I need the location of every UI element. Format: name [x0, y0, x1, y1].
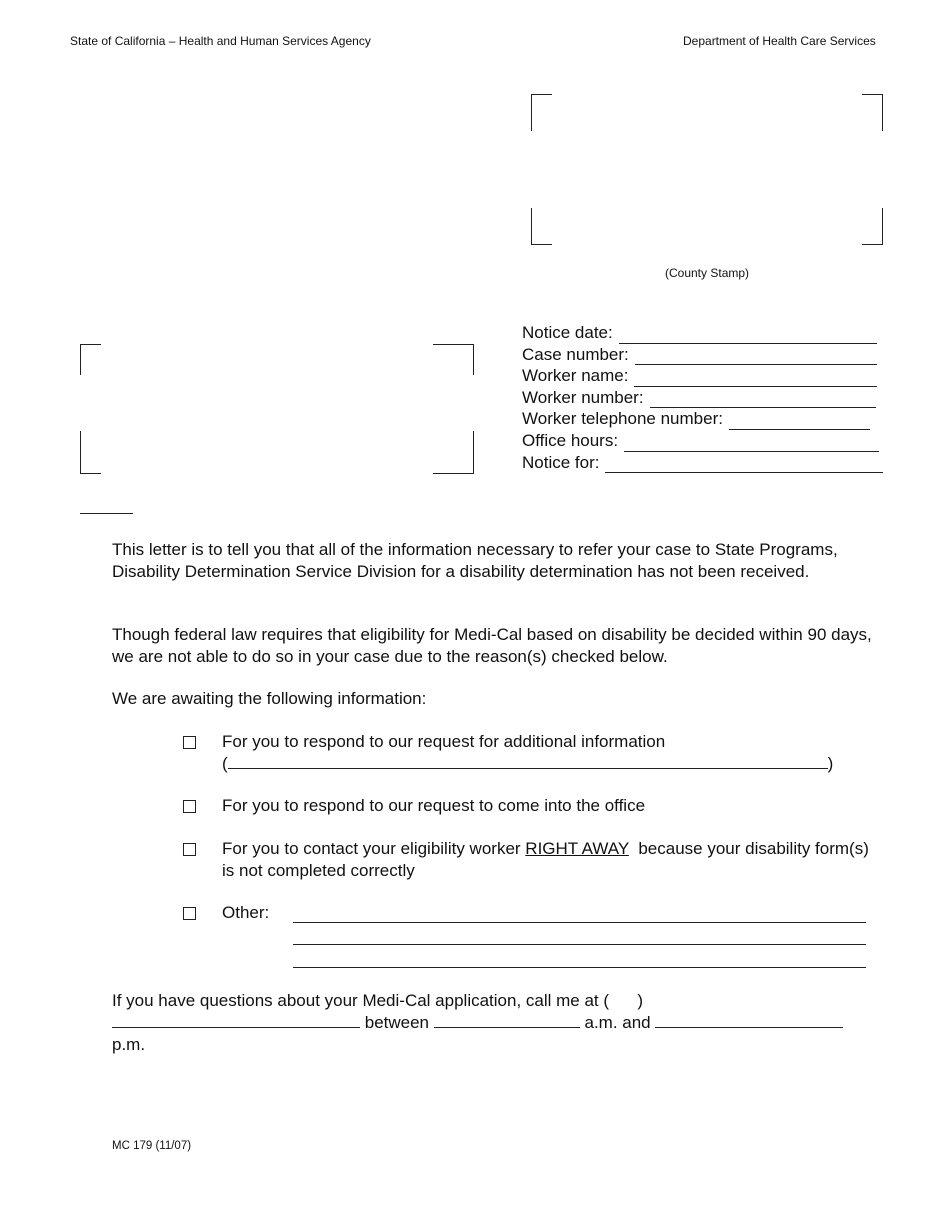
awaiting-paragraph: We are awaiting the following information:: [112, 689, 427, 708]
notice-date-row: [522, 322, 883, 344]
contact-question-line: If you have questions about your Medi-Cal application, call me at ( ): [112, 991, 644, 1010]
other-line-1[interactable]: [293, 922, 866, 923]
other-line-3[interactable]: [293, 967, 866, 968]
worker-name-row: [522, 365, 883, 387]
phone-number-field[interactable]: [112, 1013, 360, 1028]
between-label: between: [364, 1013, 430, 1032]
case-number-label: Case number:: [522, 344, 629, 364]
worker-name-field[interactable]: [634, 371, 877, 387]
notice-date-field[interactable]: [619, 328, 877, 344]
come-into-office-text: For you to respond to our request to come into the office: [222, 796, 646, 815]
open-paren: (: [222, 753, 228, 773]
additional-info-checkbox[interactable]: [183, 736, 196, 749]
divider-rule: [80, 513, 133, 514]
notice-for-field[interactable]: [605, 457, 883, 473]
worker-name-label: Worker name:: [522, 366, 629, 386]
office-hours-row: [522, 430, 883, 452]
other-line-2[interactable]: [293, 944, 866, 945]
am-and-label: a.m. and: [584, 1013, 651, 1032]
office-hours-field[interactable]: [624, 436, 879, 452]
agency-header: State of California – Health and Human Services Agency: [70, 34, 371, 48]
contact-worker-checkbox[interactable]: [183, 843, 196, 856]
checklist-item-other: [183, 902, 269, 924]
end-time-field[interactable]: [655, 1013, 843, 1028]
worker-number-field[interactable]: [650, 392, 876, 408]
notice-for-row: [522, 452, 883, 474]
contact-worker-text: For you to contact your eligibility worker: [222, 839, 526, 858]
notice-date-label: Notice date:: [522, 323, 613, 342]
checklist-item-contact-worker: [183, 838, 882, 881]
notice-info-block: [522, 322, 883, 473]
worker-number-label: Worker number:: [522, 387, 644, 407]
intro-paragraph: This letter is to tell you that all of the information necessary to refer your case to State Programs, Disability Determination Service Division for a disability determination has not been received.: [112, 540, 838, 581]
department-header: Department of Health Care Services: [683, 34, 876, 48]
worker-telephone-field[interactable]: [729, 414, 870, 430]
form-id: MC 179 (11/07): [112, 1140, 192, 1152]
close-paren: ): [827, 753, 834, 773]
case-number-row: [522, 344, 883, 366]
worker-telephone-row: [522, 408, 883, 430]
pm-label: p.m.: [112, 1035, 146, 1054]
office-hours-label: Office hours:: [522, 430, 619, 450]
other-label: Other:: [222, 903, 270, 922]
checklist-item-come-into-office: [183, 795, 882, 817]
federal-law-paragraph: Though federal law requires that eligibility for Medi-Cal based on disability be decided within 90 days, we are not able to do so in your case due to the reason(s) checked below.: [112, 625, 872, 666]
start-time-field[interactable]: [434, 1013, 580, 1028]
other-checkbox[interactable]: [183, 907, 196, 920]
right-away-emphasis: RIGHT AWAY: [525, 839, 629, 858]
case-number-field[interactable]: [635, 349, 877, 365]
worker-telephone-label: Worker telephone number:: [522, 409, 723, 429]
contact-worker-reason: because your disability form(s) is not completed correctly: [222, 839, 874, 880]
additional-info-field[interactable]: [228, 754, 828, 769]
county-stamp-caption: (County Stamp): [665, 266, 750, 280]
worker-number-row: [522, 387, 883, 409]
come-into-office-checkbox[interactable]: [183, 800, 196, 813]
checklist-item-additional-info: [183, 731, 882, 774]
notice-for-label: Notice for:: [522, 452, 600, 472]
additional-info-text: For you to respond to our request for additional information: [222, 732, 666, 751]
